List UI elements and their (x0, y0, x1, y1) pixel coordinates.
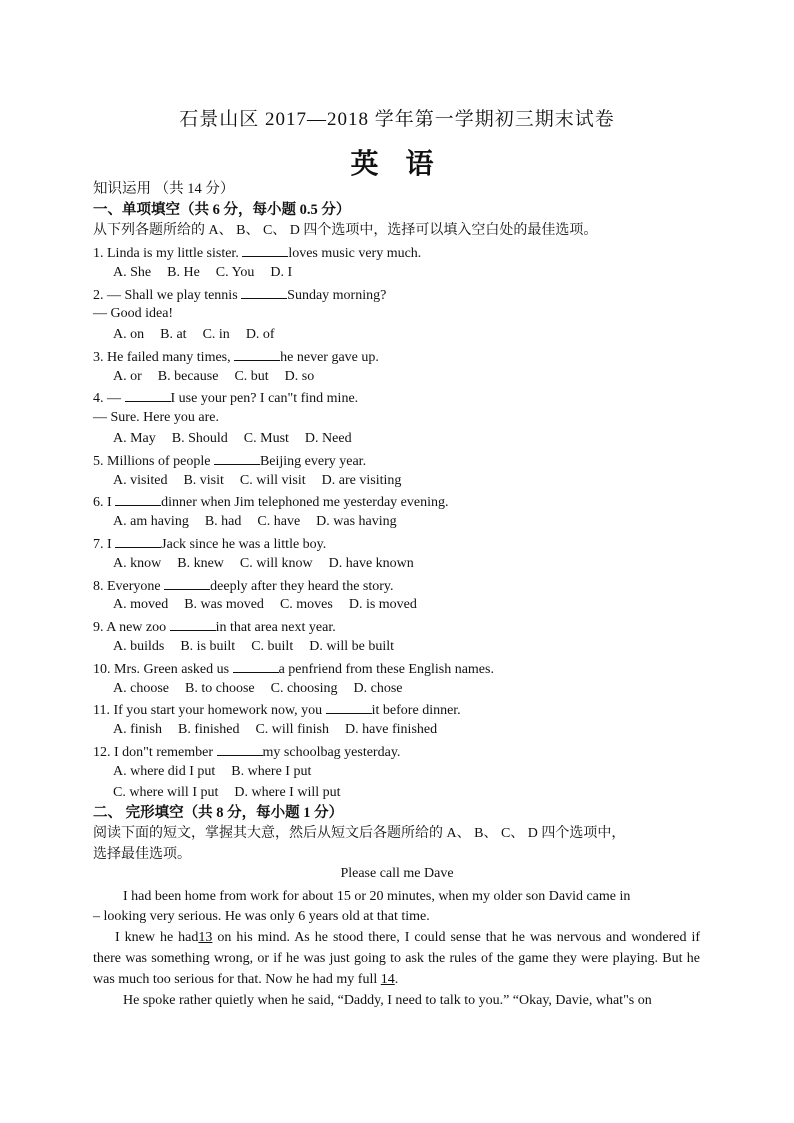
answer-option: C. choosing (270, 681, 338, 696)
question-12 (93, 742, 400, 762)
text-fragment: he never gave up. (280, 350, 379, 365)
passage-paragraph-2 (93, 927, 700, 990)
answer-option: C. will know (239, 556, 313, 571)
options-2 (113, 326, 291, 344)
answer-option: B. Should (171, 431, 228, 446)
text-fragment: I knew he had (115, 930, 199, 945)
options-1 (113, 264, 308, 282)
question-7 (93, 534, 326, 554)
question-6 (93, 492, 448, 512)
text-fragment: deeply after they heard the story. (210, 579, 394, 594)
answer-option: B. where I put (231, 764, 312, 779)
options-11 (113, 721, 453, 739)
answer-option: C. but (234, 369, 269, 384)
answer-option: A. builds (113, 639, 165, 654)
answer-option: D. will be built (309, 639, 394, 654)
options-9 (113, 638, 410, 656)
exam-title: 石景山区 2017—2018 学年第一学期初三期末试卷 (179, 109, 615, 130)
text-fragment: 12. I don"t remember (93, 745, 217, 760)
question-3 (93, 347, 379, 367)
answer-blank (234, 347, 280, 361)
answer-option: A. or (113, 369, 142, 384)
answer-option: C. will finish (255, 722, 329, 737)
passage-title: Please call me Dave (340, 866, 454, 881)
answer-option: D. where I will put (234, 785, 341, 800)
text-fragment: it before dinner. (371, 703, 461, 718)
options-7 (113, 555, 430, 573)
question-1 (93, 243, 421, 263)
text-fragment: 2. — Shall we play tennis (93, 288, 242, 303)
answer-option: D. chose (353, 681, 403, 696)
text-fragment: Sunday morning? (287, 288, 387, 303)
text-fragment: loves music very much. (288, 246, 422, 261)
answer-option: D. I (270, 265, 293, 280)
answer-option: B. at (160, 327, 187, 342)
question-4 (93, 388, 358, 408)
text-fragment: dinner when Jim telephoned me yesterday evening. (161, 495, 449, 510)
text-fragment: in that area next year. (215, 620, 336, 635)
question-5 (93, 451, 366, 471)
answer-option: D. Need (304, 431, 352, 446)
part2-heading: 二、 完形填空（共 8 分，每小题 1 分） (93, 805, 344, 821)
answer-option: C. will visit (239, 473, 306, 488)
part1-instruction: 从下列各题所给的 A、 B、 C、 D 四个选项中，选择可以填入空白处的最佳选项。 (93, 223, 598, 238)
answer-option: D. are visiting (321, 473, 402, 488)
text-fragment: 3. He failed many times, (93, 350, 235, 365)
cloze-blank-13: 13 (198, 930, 213, 945)
options-10 (113, 680, 419, 698)
answer-option: B. was moved (184, 597, 264, 612)
text-fragment: on his mind. As he stood there, I could sense that he was nervous and wondered if there was something wrong, or if he was just going to ask the rules of the game they were playing. But he was much too serious for that. Now he had my full (93, 930, 700, 987)
answer-option: D. have known (328, 556, 414, 571)
options-4 (113, 430, 368, 448)
text-fragment: Beijing every year. (259, 454, 367, 469)
answer-option: D. have finished (344, 722, 438, 737)
text-fragment: 10. Mrs. Green asked us (93, 662, 233, 677)
answer-option: D. was having (316, 514, 397, 529)
passage-paragraph-3: He spoke rather quietly when he said, “Daddy, I need to talk to you.” “Okay, Davie, what"s on (123, 993, 652, 1008)
answer-option: C. built (251, 639, 294, 654)
answer-option: A. choose (113, 681, 169, 696)
section-knowledge-heading: 知识运用 （共 14 分） (93, 181, 235, 197)
part2-instruction-2: 选择最佳选项。 (93, 847, 191, 862)
answer-blank (115, 534, 161, 548)
question-8 (93, 576, 394, 596)
answer-blank (217, 742, 263, 756)
cloze-blank-14: 14 (380, 972, 395, 987)
answer-option: C. in (202, 327, 230, 342)
text-fragment: 9. A new zoo (93, 620, 170, 635)
answer-option: B. visit (183, 473, 224, 488)
answer-option: D. is moved (348, 597, 417, 612)
answer-option: B. He (167, 265, 200, 280)
answer-option: A. finish (113, 722, 162, 737)
question-11 (93, 700, 461, 720)
question-9 (93, 617, 336, 637)
answer-blank (125, 388, 171, 402)
text-fragment: 4. — (93, 391, 125, 406)
text-fragment: Jack since he was a little boy. (161, 537, 327, 552)
text-fragment: 11. If you start your homework now, you (93, 703, 326, 718)
answer-option: A. on (113, 327, 145, 342)
options-5 (113, 472, 417, 490)
answer-option: B. finished (178, 722, 240, 737)
passage-paragraph-1b: – looking very serious. He was only 6 years old at that time. (93, 909, 430, 924)
text-fragment: 7. I (93, 537, 116, 552)
text-fragment: a penfriend from these English names. (278, 662, 494, 677)
answer-option: A. She (113, 265, 152, 280)
answer-option: D. so (284, 369, 315, 384)
options-6 (113, 513, 413, 531)
text-fragment: 1. Linda is my little sister. (93, 246, 243, 261)
answer-option: B. knew (177, 556, 224, 571)
answer-option: B. is built (180, 639, 236, 654)
options-12-row2 (113, 784, 357, 802)
part2-instruction-1: 阅读下面的短文，掌握其大意，然后从短文后各题所给的 A、 B、 C、 D 四个选项中， (93, 826, 626, 841)
answer-blank (115, 492, 161, 506)
answer-option: A. moved (113, 597, 169, 612)
answer-option: A. know (113, 556, 162, 571)
text-fragment: 5. Millions of people (93, 454, 214, 469)
text-fragment: 6. I (93, 495, 116, 510)
passage-paragraph-1a: I had been home from work for about 15 or 20 minutes, when my older son David came in (123, 889, 631, 904)
text-fragment: my schoolbag yesterday. (262, 745, 401, 760)
answer-option: A. where did I put (113, 764, 216, 779)
answer-option: C. Must (243, 431, 289, 446)
answer-option: C. You (215, 265, 255, 280)
answer-option: C. have (257, 514, 301, 529)
text-fragment: . (394, 972, 399, 987)
answer-option: B. had (204, 514, 242, 529)
answer-option: D. of (245, 327, 275, 342)
answer-option: A. am having (113, 514, 189, 529)
options-12-row1 (113, 763, 327, 781)
answer-option: B. because (157, 369, 219, 384)
answer-option: A. May (113, 431, 156, 446)
answer-option: A. visited (113, 473, 168, 488)
answer-blank (241, 285, 287, 299)
answer-blank (233, 659, 279, 673)
options-8 (113, 596, 433, 614)
options-3 (113, 368, 330, 386)
reply-4: — Sure. Here you are. (93, 410, 219, 425)
text-fragment: 8. Everyone (93, 579, 165, 594)
answer-option: B. to choose (185, 681, 255, 696)
question-10 (93, 659, 494, 679)
part1-heading: 一、单项填空（共 6 分，每小题 0.5 分） (93, 202, 351, 218)
answer-option: C. where will I put (113, 785, 219, 800)
text-fragment: I use your pen? I can"t find mine. (170, 391, 359, 406)
answer-blank (326, 700, 372, 714)
question-2 (93, 285, 386, 305)
reply-2: — Good idea! (93, 306, 174, 321)
answer-option: C. moves (279, 597, 333, 612)
answer-blank (170, 617, 216, 631)
answer-blank (214, 451, 260, 465)
answer-blank (164, 576, 210, 590)
subject-title: 英 语 (350, 149, 444, 180)
answer-blank (242, 243, 288, 257)
